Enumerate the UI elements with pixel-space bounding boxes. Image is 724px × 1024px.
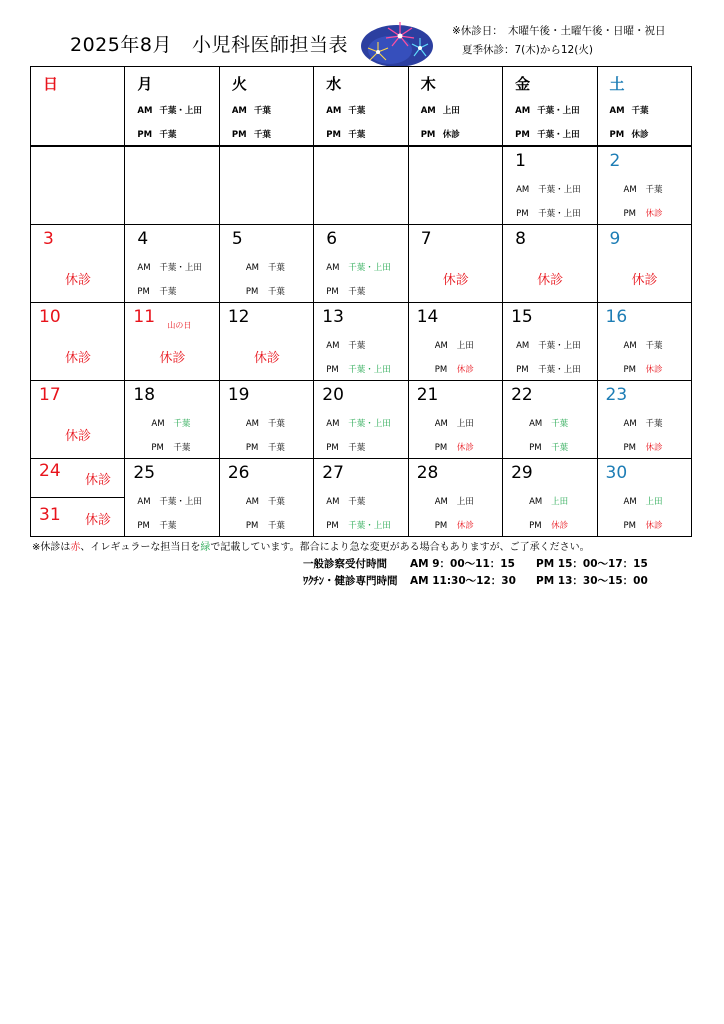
day-cell xyxy=(31,225,125,303)
pm-doctor: PM 休診 xyxy=(623,521,663,531)
general-hours-pm: PM 15：00〜17：15 xyxy=(536,558,648,570)
header-sunday xyxy=(31,67,125,147)
day-cell xyxy=(503,225,597,303)
day-cell xyxy=(503,146,597,225)
day-cell xyxy=(314,225,408,303)
day-number: 6 xyxy=(326,229,338,249)
pm-doctor: PM 千葉 xyxy=(326,443,366,453)
week-row xyxy=(31,381,692,459)
default-pm: PM 千葉・上田 xyxy=(515,130,580,140)
am-doctor: AM 千葉 xyxy=(245,497,285,507)
day-cell xyxy=(219,381,313,459)
day-cell xyxy=(597,303,691,381)
day-number: 8 xyxy=(515,229,526,249)
day-number: 20 xyxy=(322,385,344,405)
day-number: 22 xyxy=(511,385,533,405)
day-cell xyxy=(31,303,125,381)
day-cell-empty xyxy=(219,146,313,225)
day-cell xyxy=(219,225,313,303)
day-cell xyxy=(125,303,219,381)
pm-doctor: PM 休診 xyxy=(623,443,663,453)
am-doctor: AM 千葉・上田 xyxy=(516,341,581,351)
general-hours-label: 一般診察受付時間 xyxy=(303,558,387,570)
cell-divider xyxy=(31,497,124,498)
day-number: 1 xyxy=(515,151,526,171)
closed-label: 休診 xyxy=(631,273,658,288)
pm-doctor: PM 千葉 xyxy=(151,443,191,453)
day-cell xyxy=(597,381,691,459)
closed-label: 休診 xyxy=(65,429,92,444)
pm-doctor: PM 千葉・上田 xyxy=(326,365,391,375)
fireworks-illustration xyxy=(360,18,434,68)
default-am: AM 上田 xyxy=(420,106,460,116)
day-number: 7 xyxy=(420,229,432,249)
day-cell xyxy=(314,381,408,459)
page-title xyxy=(70,30,348,57)
pm-doctor: PM 千葉 xyxy=(245,443,285,453)
closed-label: 休診 xyxy=(85,513,112,528)
general-hours xyxy=(303,556,648,571)
day-cell xyxy=(408,459,502,537)
closed-label: 休診 xyxy=(159,351,186,366)
am-doctor: AM 上田 xyxy=(434,497,474,507)
closed-label: 休診 xyxy=(85,473,112,488)
pm-doctor: PM 千葉 xyxy=(245,521,285,531)
day-cell xyxy=(597,459,691,537)
title-main: 小児科医師担当表 xyxy=(191,34,348,56)
day-number: 9 xyxy=(609,229,621,249)
day-cell xyxy=(503,303,597,381)
vaccine-hours-pm: PM 13：30〜15：00 xyxy=(536,575,648,587)
weekday-label: 水 xyxy=(326,75,342,93)
day-number: 11 xyxy=(133,307,156,327)
notice-summer-closed: 夏季休診：7(木)から12(火) xyxy=(462,44,593,56)
default-am: AM 千葉 xyxy=(326,106,366,116)
general-hours-am: AM 9：00〜11：15 xyxy=(410,558,515,570)
day-number: 18 xyxy=(133,385,156,405)
default-pm: PM 休診 xyxy=(420,130,460,140)
vaccine-hours-am: AM 11:30〜12：30 xyxy=(410,575,516,587)
day-cell xyxy=(503,381,597,459)
day-number: 15 xyxy=(511,307,533,327)
weekday-label: 金 xyxy=(515,75,531,93)
legend-red: 赤 xyxy=(70,542,81,553)
am-doctor: AM 上田 xyxy=(434,419,474,429)
am-doctor: AM 千葉・上田 xyxy=(326,263,391,273)
weekday-label: 日 xyxy=(43,75,59,93)
am-doctor: AM 上田 xyxy=(623,497,663,507)
pm-doctor: PM 千葉・上田 xyxy=(516,365,581,375)
am-doctor: AM 千葉 xyxy=(151,419,191,429)
day-cell xyxy=(125,225,219,303)
am-doctor: AM 上田 xyxy=(434,341,474,351)
day-cell xyxy=(125,459,219,537)
day-cell-empty xyxy=(314,146,408,225)
pm-doctor: PM 千葉 xyxy=(137,521,177,531)
weekday-label: 木 xyxy=(420,75,436,93)
weekday-header-row xyxy=(31,67,692,147)
header-friday xyxy=(503,67,597,147)
day-number: 5 xyxy=(231,229,243,249)
day-number: 14 xyxy=(416,307,439,327)
header-thursday xyxy=(408,67,502,147)
holiday-name: 山の日 xyxy=(167,321,192,330)
title-year-month: 2025年8月 xyxy=(70,34,172,56)
day-cell xyxy=(597,146,691,225)
default-pm: PM 休診 xyxy=(609,130,649,140)
header-monday xyxy=(125,67,219,147)
am-doctor: AM 千葉 xyxy=(245,263,285,273)
closed-label: 休診 xyxy=(253,351,280,366)
weekday-label: 火 xyxy=(231,75,247,93)
day-number: 26 xyxy=(227,463,250,483)
am-doctor: AM 千葉 xyxy=(326,341,366,351)
pm-doctor: PM 休診 xyxy=(623,209,663,219)
header-saturday xyxy=(597,67,691,147)
pm-doctor: PM 千葉 xyxy=(137,287,177,297)
default-pm: PM 千葉 xyxy=(326,130,366,140)
day-cell xyxy=(125,381,219,459)
day-number: 17 xyxy=(39,385,61,405)
day-number: 10 xyxy=(39,307,61,327)
day-number: 23 xyxy=(605,385,628,405)
day-number: 29 xyxy=(511,463,533,483)
header-wednesday xyxy=(314,67,408,147)
closed-days-notice xyxy=(452,22,666,60)
day-number: 4 xyxy=(137,229,149,249)
closed-label: 休診 xyxy=(65,351,92,366)
notice-regular-closed: ※休診日： 木曜午後・土曜午後・日曜・祝日 xyxy=(452,25,666,37)
week-row xyxy=(31,459,692,537)
pm-doctor: PM 千葉 xyxy=(529,443,569,453)
day-cell xyxy=(408,225,502,303)
weekday-label: 土 xyxy=(609,75,625,93)
day-cell xyxy=(31,381,125,459)
calendar-table xyxy=(30,66,692,537)
am-doctor: AM 千葉・上田 xyxy=(326,419,391,429)
default-pm: PM 千葉 xyxy=(137,130,177,140)
day-cell xyxy=(408,381,502,459)
pm-doctor: PM 千葉 xyxy=(245,287,285,297)
am-doctor: AM 千葉・上田 xyxy=(137,497,202,507)
day-number: 2 xyxy=(609,151,621,171)
day-number: 12 xyxy=(227,307,250,327)
default-am: AM 千葉 xyxy=(609,106,649,116)
am-doctor: AM 千葉 xyxy=(623,419,663,429)
day-number: 13 xyxy=(322,307,344,327)
am-doctor: AM 千葉 xyxy=(623,341,663,351)
day-cell-empty xyxy=(408,146,502,225)
closed-label: 休診 xyxy=(65,273,92,288)
pm-doctor: PM 休診 xyxy=(434,443,474,453)
day-number: 31 xyxy=(39,505,61,525)
pm-doctor: PM 休診 xyxy=(529,521,569,531)
day-cell xyxy=(219,459,313,537)
pm-doctor: PM 休診 xyxy=(434,521,474,531)
day-number: 25 xyxy=(133,463,156,483)
pm-doctor: PM 千葉・上田 xyxy=(516,209,581,219)
day-number: 28 xyxy=(416,463,439,483)
day-number: 27 xyxy=(322,463,344,483)
day-cell xyxy=(219,303,313,381)
pm-doctor: PM 千葉・上田 xyxy=(326,521,391,531)
day-number: 30 xyxy=(605,463,628,483)
am-doctor: AM 千葉・上田 xyxy=(137,263,202,273)
default-am: AM 千葉・上田 xyxy=(515,106,580,116)
day-cell xyxy=(503,459,597,537)
day-number: 3 xyxy=(43,229,54,249)
day-number: 21 xyxy=(416,385,439,405)
day-cell-split xyxy=(31,459,125,537)
day-number: 19 xyxy=(227,385,250,405)
am-doctor: AM 千葉 xyxy=(245,419,285,429)
pm-doctor: PM 休診 xyxy=(434,365,474,375)
weekday-label: 月 xyxy=(137,75,153,93)
day-cell xyxy=(314,303,408,381)
am-doctor: AM 千葉 xyxy=(326,497,366,507)
day-cell xyxy=(597,225,691,303)
default-am: AM 千葉 xyxy=(231,106,271,116)
am-doctor: AM 千葉 xyxy=(529,419,569,429)
header-tuesday xyxy=(219,67,313,147)
pm-doctor: PM 休診 xyxy=(623,365,663,375)
vaccine-hours-label: ﾜｸﾁﾝ・健診専門時間 xyxy=(303,575,398,587)
day-number: 24 xyxy=(39,461,61,481)
week-row xyxy=(31,303,692,381)
am-doctor: AM 上田 xyxy=(529,497,569,507)
day-cell-empty xyxy=(31,146,125,225)
default-pm: PM 千葉 xyxy=(231,130,271,140)
closed-label: 休診 xyxy=(442,273,469,288)
day-cell xyxy=(408,303,502,381)
pm-doctor: PM 千葉 xyxy=(326,287,366,297)
default-am: AM 千葉・上田 xyxy=(137,106,202,116)
day-cell xyxy=(314,459,408,537)
am-doctor: AM 千葉・上田 xyxy=(516,185,581,195)
week-row xyxy=(31,146,692,225)
day-cell-empty xyxy=(125,146,219,225)
closed-label: 休診 xyxy=(537,273,564,288)
week-row xyxy=(31,225,692,303)
color-legend-note: ※休診は赤、イレギュラーな担当日を緑で記載しています。都合により急な変更がある場合もありますが、ご了承ください。 xyxy=(32,542,590,553)
day-number: 16 xyxy=(605,307,628,327)
legend-green: 緑 xyxy=(200,542,211,553)
vaccine-hours xyxy=(303,573,648,588)
am-doctor: AM 千葉 xyxy=(623,185,663,195)
